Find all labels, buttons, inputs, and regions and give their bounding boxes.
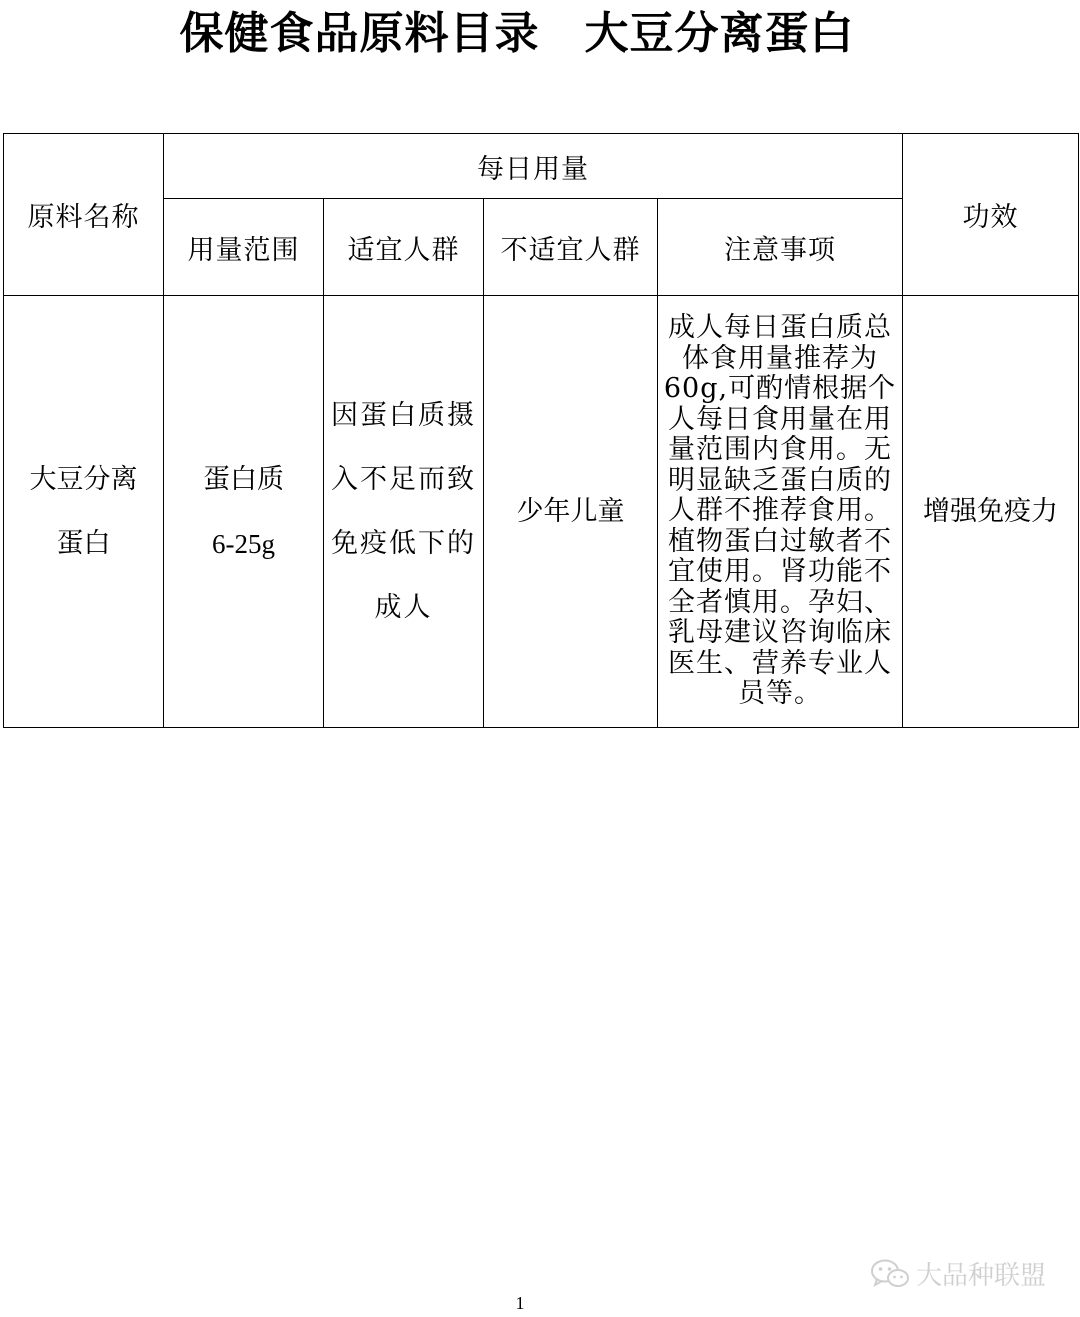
header-dosage-range: 用量范围 — [164, 199, 324, 296]
watermark-text: 大品种联盟 — [915, 1261, 1046, 1291]
table-row — [4, 296, 1079, 728]
cell-suitable-population: 因蛋白质摄入不足而致免疫低下的成人 — [324, 296, 484, 728]
ingredient-name-line1: 大豆分离 — [29, 463, 138, 495]
cell-ingredient-name — [4, 296, 164, 728]
header-daily-dosage: 每日用量 — [164, 134, 903, 199]
header-ingredient-name: 原料名称 — [4, 134, 164, 296]
wechat-icon — [870, 1258, 910, 1290]
cell-dosage-range — [164, 296, 324, 728]
ingredient-catalog-table — [3, 133, 1079, 728]
header-precautions: 注意事项 — [658, 199, 903, 296]
page-number: 1 — [515, 1293, 525, 1313]
header-function: 功效 — [903, 134, 1079, 296]
header-unsuitable-population: 不适宜人群 — [484, 199, 658, 296]
cell-precautions: 成人每日蛋白质总体食用量推荐为 60g,可酌情根据个人每日食用量在用量范围内食用。无明显缺乏蛋白质的人群不推荐食用。植物蛋白过敏者不宜使用。肾功能不全者慎用。孕妇、乳母建议咨询临床医生、营养专业人员等。 — [658, 296, 903, 728]
dosage-range-amount: 6-25g — [212, 528, 275, 559]
header-row-top — [4, 134, 1079, 199]
watermark — [870, 1255, 1046, 1292]
ingredient-name-line2: 蛋白 — [56, 527, 111, 559]
document-title: 保健食品原料目录 大豆分离蛋白 — [179, 8, 855, 59]
header-suitable-population: 适宜人群 — [324, 199, 484, 296]
cell-unsuitable-population: 少年儿童 — [484, 296, 658, 728]
cell-function: 增强免疫力 — [903, 296, 1079, 728]
dosage-range-nutrient: 蛋白质 — [203, 463, 284, 495]
